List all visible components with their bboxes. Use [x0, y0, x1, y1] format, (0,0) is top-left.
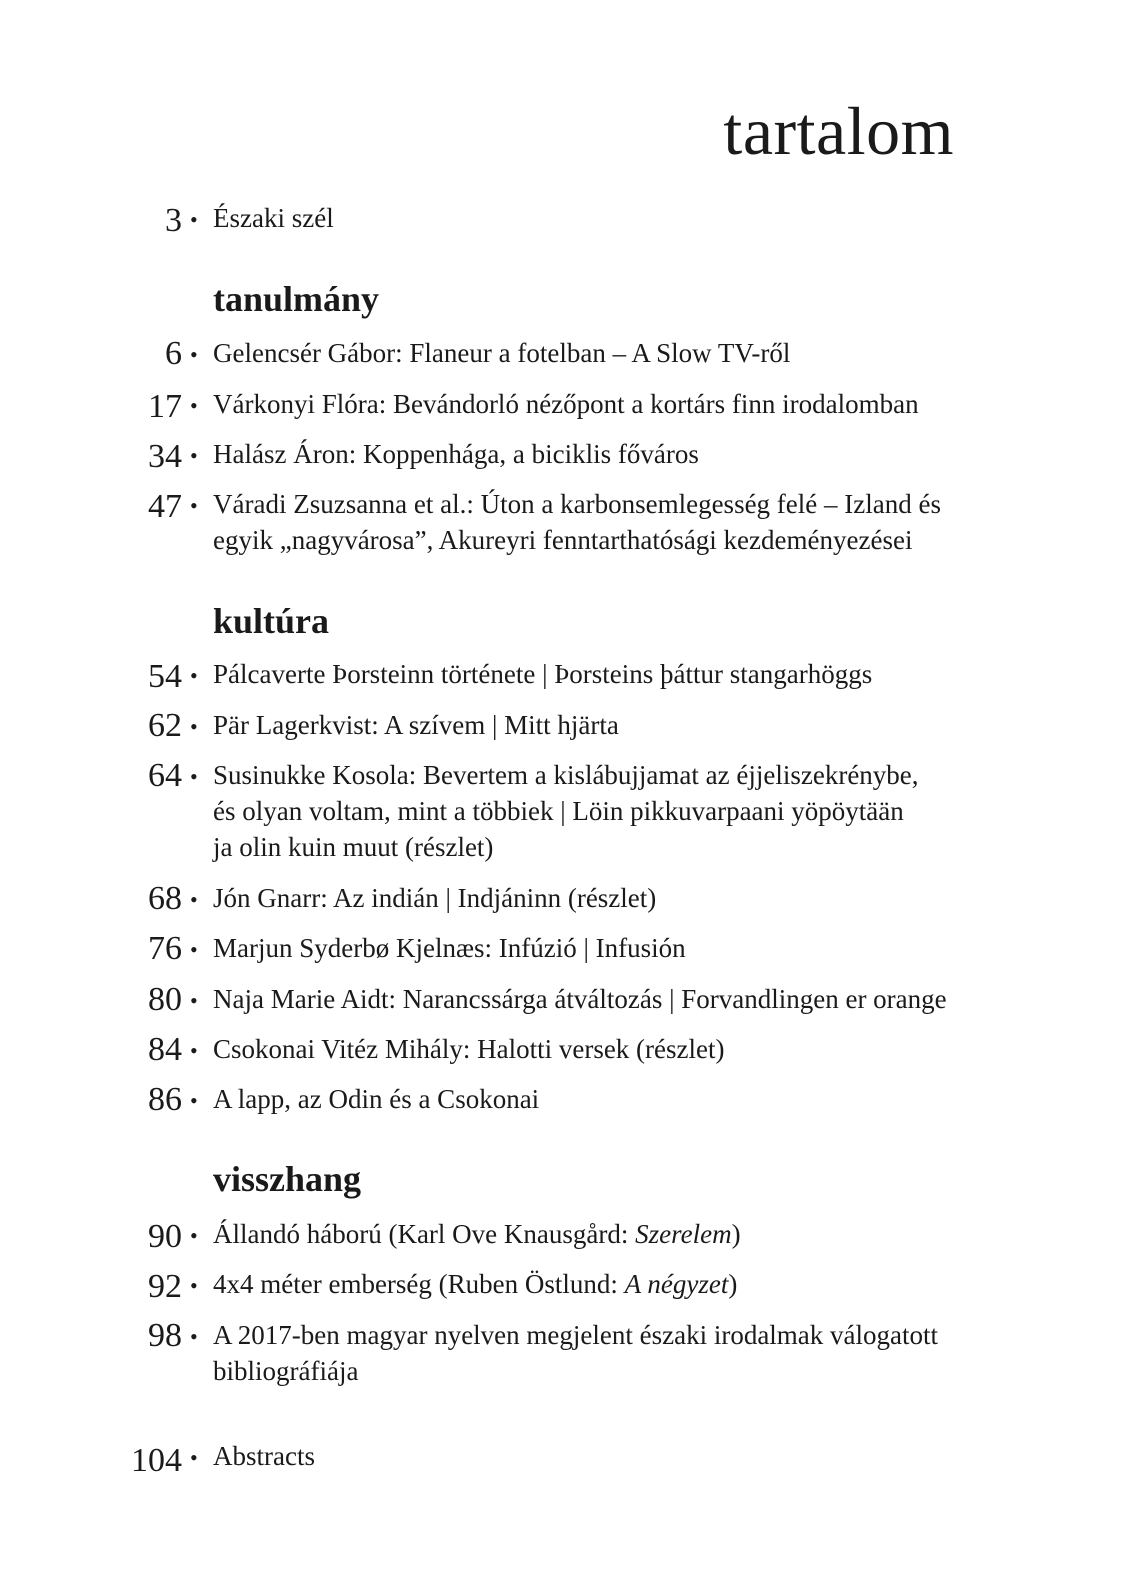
page-number: 104: [131, 1442, 182, 1479]
page-number: 62: [148, 707, 182, 744]
page-number: 86: [148, 1081, 182, 1118]
page-number: 6: [165, 335, 182, 372]
bullet-icon: •: [190, 764, 198, 789]
entry-title: Jón Gnarr: Az indián | Indjáninn (részlet): [213, 883, 657, 913]
entry-text: 4x4 méter emberség (Ruben Östlund:: [213, 1269, 625, 1299]
bullet-icon: •: [190, 1088, 198, 1113]
entry-title: Várkonyi Flóra: Bevándorló nézőpont a kortárs finn irodalomban: [213, 389, 919, 419]
page-number: 64: [148, 757, 182, 794]
work-title: A négyzet: [624, 1269, 729, 1299]
entry-title: Pálcaverte Þorsteinn története | Þorsteins þáttur stangarhöggs: [213, 659, 873, 689]
bullet-icon: •: [190, 988, 198, 1013]
entry-line: ja olin kuin muut (részlet): [213, 832, 494, 862]
entry-line: Susinukke Kosola: Bevertem a kislábujjamat az éjjeliszekrénybe,: [213, 760, 919, 790]
entry-line: egyik „nagyvárosa”, Akureyri fenntarthatósági kezdeményezései: [213, 525, 913, 555]
section-heading-tanulmany: tanulmány: [213, 279, 380, 319]
bullet-icon: •: [190, 207, 198, 232]
bullet-icon: •: [190, 1324, 198, 1349]
page-number: 3: [165, 202, 182, 239]
entry-title: [213, 757, 983, 865]
page-title: tartalom: [723, 93, 954, 169]
entry-title: [213, 1317, 983, 1389]
page-number: 68: [148, 880, 182, 917]
entry-title: Halász Áron: Koppenhága, a biciklis főváros: [213, 439, 699, 469]
entry-title: Csokonai Vitéz Mihály: Halotti versek (részlet): [213, 1034, 725, 1064]
entry-title: A lapp, az Odin és a Csokonai: [213, 1084, 540, 1114]
work-title: Szerelem: [635, 1219, 732, 1249]
bullet-icon: •: [190, 937, 198, 962]
page-number: 92: [148, 1268, 182, 1305]
entry-text: Állandó háború (Karl Ove Knausgård:: [213, 1219, 636, 1249]
entry-line: Váradi Zsuzsanna et al.: Úton a karbonsemlegesség felé – Izland és: [213, 489, 941, 519]
entry-line: és olyan voltam, mint a többiek | Löin pikkuvarpaani yöpöytään: [213, 796, 904, 826]
bullet-icon: •: [190, 1445, 198, 1470]
page-number: 98: [148, 1317, 182, 1354]
page-number: 17: [148, 388, 182, 425]
entry-title: Gelencsér Gábor: Flaneur a fotelban – A Slow TV-ről: [213, 338, 791, 368]
entry-title: Naja Marie Aidt: Narancssárga átváltozás | Forvandlingen er orange: [213, 984, 947, 1014]
entry-text: ): [728, 1269, 738, 1299]
page-number: 90: [148, 1218, 182, 1255]
page-number: 54: [148, 658, 182, 695]
entry-title: [213, 1266, 983, 1302]
bullet-icon: •: [190, 493, 198, 518]
bullet-icon: •: [190, 1273, 198, 1298]
page-number: 47: [148, 488, 182, 525]
entry-text: ): [731, 1219, 741, 1249]
entry-title: [213, 486, 983, 558]
section-heading-visszhang: visszhang: [213, 1159, 362, 1199]
bullet-icon: •: [190, 1038, 198, 1063]
bullet-icon: •: [190, 393, 198, 418]
section-heading-kultura: kultúra: [213, 601, 330, 641]
bullet-icon: •: [190, 342, 198, 367]
bullet-icon: •: [190, 1223, 198, 1248]
bullet-icon: •: [190, 663, 198, 688]
entry-title: Marjun Syderbø Kjelnæs: Infúzió | Infusión: [213, 933, 686, 963]
entry-line: A 2017-ben magyar nyelven megjelent északi irodalmak válogatott: [213, 1320, 939, 1350]
page-number: 84: [148, 1031, 182, 1068]
bullet-icon: •: [190, 443, 198, 468]
entry-title: Északi szél: [213, 203, 334, 233]
entry-title: [213, 1216, 983, 1252]
page-number: 34: [148, 438, 182, 475]
entry-title: Pär Lagerkvist: A szívem | Mitt hjärta: [213, 710, 619, 740]
bullet-icon: •: [190, 887, 198, 912]
bullet-icon: •: [190, 714, 198, 739]
entry-line: bibliográfiája: [213, 1356, 359, 1386]
page-number: 76: [148, 930, 182, 967]
entry-title: Abstracts: [213, 1441, 315, 1471]
page-number: 80: [148, 981, 182, 1018]
